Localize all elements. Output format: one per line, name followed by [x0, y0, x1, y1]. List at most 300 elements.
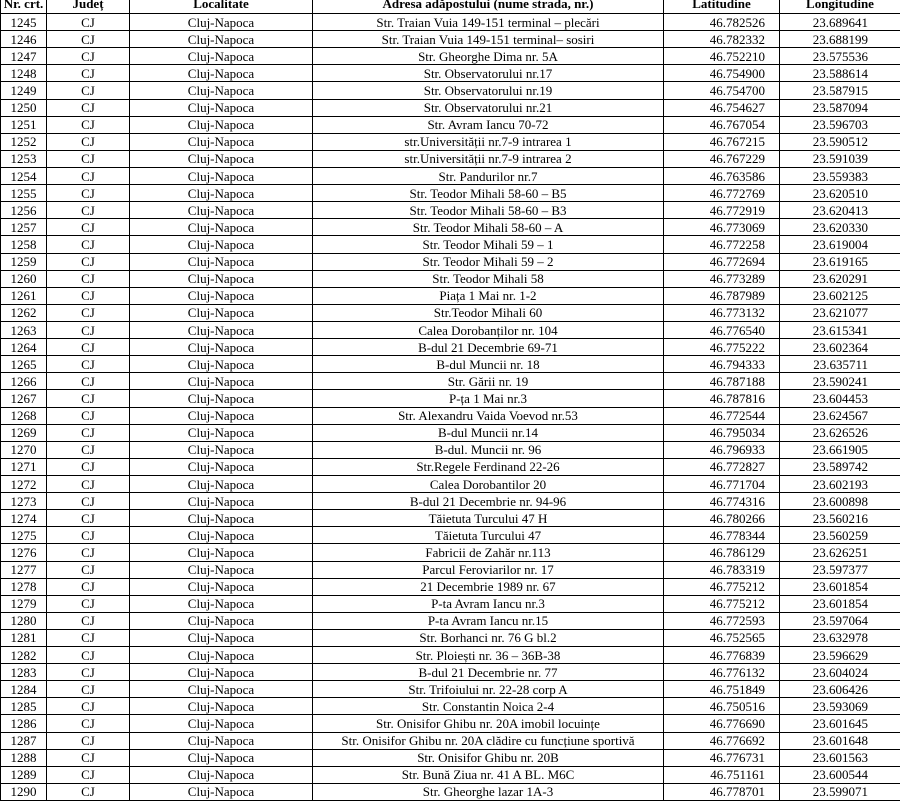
cell-nr: 1280 — [1, 612, 47, 629]
header-longitudine: Longitudine — [780, 0, 900, 14]
cell-latitudine: 46.786129 — [664, 544, 780, 561]
cell-latitudine: 46.754900 — [664, 65, 780, 82]
table-row — [1, 48, 900, 65]
table-row — [1, 629, 900, 646]
cell-judet: CJ — [47, 150, 130, 167]
cell-localitate: Cluj-Napoca — [130, 783, 313, 800]
cell-adresa: Str. Teodor Mihali 58-60 – A — [313, 219, 664, 236]
cell-longitudine: 23.560259 — [780, 527, 900, 544]
table-body — [1, 14, 900, 801]
cell-latitudine: 46.796933 — [664, 441, 780, 458]
cell-adresa: Parcul Feroviarilor nr. 17 — [313, 561, 664, 578]
cell-localitate: Cluj-Napoca — [130, 304, 313, 321]
cell-latitudine: 46.780266 — [664, 510, 780, 527]
cell-latitudine: 46.775222 — [664, 339, 780, 356]
cell-latitudine: 46.773132 — [664, 304, 780, 321]
cell-longitudine: 23.689641 — [780, 14, 900, 31]
cell-latitudine: 46.751161 — [664, 766, 780, 783]
table-row — [1, 493, 900, 510]
header-localitate: Localitate — [130, 0, 313, 14]
cell-latitudine: 46.754700 — [664, 82, 780, 99]
cell-adresa: Calea Dorobantilor 20 — [313, 475, 664, 492]
cell-localitate: Cluj-Napoca — [130, 527, 313, 544]
table-row — [1, 304, 900, 321]
cell-longitudine: 23.661905 — [780, 441, 900, 458]
table-row — [1, 407, 900, 424]
cell-judet: CJ — [47, 527, 130, 544]
cell-latitudine: 46.776540 — [664, 321, 780, 338]
cell-judet: CJ — [47, 766, 130, 783]
cell-nr: 1246 — [1, 31, 47, 48]
cell-nr: 1259 — [1, 253, 47, 270]
cell-nr: 1260 — [1, 270, 47, 287]
table-row — [1, 167, 900, 184]
cell-latitudine: 46.767229 — [664, 150, 780, 167]
cell-nr: 1279 — [1, 595, 47, 612]
cell-localitate: Cluj-Napoca — [130, 595, 313, 612]
cell-latitudine: 46.772694 — [664, 253, 780, 270]
cell-latitudine: 46.794333 — [664, 356, 780, 373]
table-row — [1, 270, 900, 287]
cell-nr: 1247 — [1, 48, 47, 65]
cell-nr: 1272 — [1, 475, 47, 492]
table-row — [1, 749, 900, 766]
cell-nr: 1255 — [1, 185, 47, 202]
cell-longitudine: 23.619004 — [780, 236, 900, 253]
cell-localitate: Cluj-Napoca — [130, 167, 313, 184]
cell-longitudine: 23.601563 — [780, 749, 900, 766]
cell-nr: 1250 — [1, 99, 47, 116]
cell-adresa: Str. Bună Ziua nr. 41 A BL. M6C — [313, 766, 664, 783]
cell-adresa: Str. Onisifor Ghibu nr. 20A imobil locuințe — [313, 715, 664, 732]
cell-latitudine: 46.772769 — [664, 185, 780, 202]
header-latitudine: Latitudine — [664, 0, 780, 14]
cell-judet: CJ — [47, 339, 130, 356]
cell-localitate: Cluj-Napoca — [130, 715, 313, 732]
cell-latitudine: 46.772258 — [664, 236, 780, 253]
cell-adresa: Str. Trifoiului nr. 22-28 corp A — [313, 681, 664, 698]
header-row — [1, 0, 900, 14]
cell-longitudine: 23.602125 — [780, 287, 900, 304]
cell-localitate: Cluj-Napoca — [130, 14, 313, 31]
table-row — [1, 458, 900, 475]
cell-latitudine: 46.773289 — [664, 270, 780, 287]
cell-longitudine: 23.624567 — [780, 407, 900, 424]
table-row — [1, 578, 900, 595]
cell-localitate: Cluj-Napoca — [130, 732, 313, 749]
cell-nr: 1284 — [1, 681, 47, 698]
cell-longitudine: 23.591039 — [780, 150, 900, 167]
cell-latitudine: 46.772593 — [664, 612, 780, 629]
cell-latitudine: 46.778344 — [664, 527, 780, 544]
cell-latitudine: 46.772544 — [664, 407, 780, 424]
table-row — [1, 356, 900, 373]
cell-nr: 1282 — [1, 647, 47, 664]
cell-latitudine: 46.787989 — [664, 287, 780, 304]
cell-localitate: Cluj-Napoca — [130, 185, 313, 202]
table-row — [1, 424, 900, 441]
cell-nr: 1290 — [1, 783, 47, 800]
cell-judet: CJ — [47, 14, 130, 31]
cell-latitudine: 46.782332 — [664, 31, 780, 48]
cell-localitate: Cluj-Napoca — [130, 99, 313, 116]
cell-nr: 1265 — [1, 356, 47, 373]
cell-latitudine: 46.752210 — [664, 48, 780, 65]
cell-longitudine: 23.597064 — [780, 612, 900, 629]
cell-longitudine: 23.593069 — [780, 698, 900, 715]
cell-longitudine: 23.599071 — [780, 783, 900, 800]
cell-nr: 1276 — [1, 544, 47, 561]
cell-adresa: Str. Ploiești nr. 36 – 36B-38 — [313, 647, 664, 664]
cell-judet: CJ — [47, 82, 130, 99]
table-row — [1, 185, 900, 202]
table-row — [1, 202, 900, 219]
header-adresa: Adresa adăpostului (nume strada, nr.) — [313, 0, 664, 14]
cell-adresa: Str. Traian Vuia 149-151 terminal– sosiri — [313, 31, 664, 48]
cell-judet: CJ — [47, 458, 130, 475]
cell-judet: CJ — [47, 202, 130, 219]
cell-latitudine: 46.750516 — [664, 698, 780, 715]
cell-adresa: B-dul 21 Decembrie nr. 94-96 — [313, 493, 664, 510]
cell-nr: 1278 — [1, 578, 47, 595]
cell-longitudine: 23.600544 — [780, 766, 900, 783]
cell-judet: CJ — [47, 612, 130, 629]
cell-localitate: Cluj-Napoca — [130, 493, 313, 510]
cell-latitudine: 46.776731 — [664, 749, 780, 766]
cell-nr: 1262 — [1, 304, 47, 321]
cell-localitate: Cluj-Napoca — [130, 424, 313, 441]
cell-longitudine: 23.588614 — [780, 65, 900, 82]
cell-judet: CJ — [47, 783, 130, 800]
cell-longitudine: 23.688199 — [780, 31, 900, 48]
cell-latitudine: 46.776692 — [664, 732, 780, 749]
cell-longitudine: 23.626251 — [780, 544, 900, 561]
cell-localitate: Cluj-Napoca — [130, 510, 313, 527]
cell-longitudine: 23.590512 — [780, 133, 900, 150]
cell-judet: CJ — [47, 219, 130, 236]
cell-nr: 1281 — [1, 629, 47, 646]
cell-longitudine: 23.600898 — [780, 493, 900, 510]
cell-nr: 1289 — [1, 766, 47, 783]
table-row — [1, 236, 900, 253]
table-row — [1, 441, 900, 458]
cell-adresa: P-ta Avram Iancu nr.3 — [313, 595, 664, 612]
cell-adresa: B-dul Muncii nr. 18 — [313, 356, 664, 373]
cell-nr: 1263 — [1, 321, 47, 338]
cell-judet: CJ — [47, 31, 130, 48]
cell-longitudine: 23.604024 — [780, 664, 900, 681]
cell-latitudine: 46.771704 — [664, 475, 780, 492]
cell-localitate: Cluj-Napoca — [130, 150, 313, 167]
table-row — [1, 99, 900, 116]
cell-latitudine: 46.783319 — [664, 561, 780, 578]
cell-judet: CJ — [47, 647, 130, 664]
cell-nr: 1271 — [1, 458, 47, 475]
cell-adresa: Str. Observatorului nr.19 — [313, 82, 664, 99]
cell-adresa: str.Universității nr.7-9 intrarea 2 — [313, 150, 664, 167]
cell-longitudine: 23.560216 — [780, 510, 900, 527]
cell-localitate: Cluj-Napoca — [130, 133, 313, 150]
cell-nr: 1273 — [1, 493, 47, 510]
cell-localitate: Cluj-Napoca — [130, 270, 313, 287]
cell-localitate: Cluj-Napoca — [130, 578, 313, 595]
cell-adresa: P-ta Avram Iancu nr.15 — [313, 612, 664, 629]
cell-nr: 1269 — [1, 424, 47, 441]
table-row — [1, 475, 900, 492]
cell-adresa: Str. Pandurilor nr.7 — [313, 167, 664, 184]
cell-judet: CJ — [47, 390, 130, 407]
cell-longitudine: 23.606426 — [780, 681, 900, 698]
cell-judet: CJ — [47, 578, 130, 595]
cell-longitudine: 23.620330 — [780, 219, 900, 236]
cell-adresa: Str. Observatorului nr.17 — [313, 65, 664, 82]
cell-localitate: Cluj-Napoca — [130, 48, 313, 65]
cell-adresa: Str.Teodor Mihali 60 — [313, 304, 664, 321]
cell-nr: 1270 — [1, 441, 47, 458]
cell-localitate: Cluj-Napoca — [130, 82, 313, 99]
cell-longitudine: 23.589742 — [780, 458, 900, 475]
cell-longitudine: 23.590241 — [780, 373, 900, 390]
cell-nr: 1277 — [1, 561, 47, 578]
cell-latitudine: 46.763586 — [664, 167, 780, 184]
cell-nr: 1252 — [1, 133, 47, 150]
cell-localitate: Cluj-Napoca — [130, 475, 313, 492]
cell-nr: 1258 — [1, 236, 47, 253]
cell-localitate: Cluj-Napoca — [130, 698, 313, 715]
cell-adresa: B-dul Muncii nr.14 — [313, 424, 664, 441]
header-nr: Nr. crt. — [1, 0, 47, 14]
cell-adresa: Str. Teodor Mihali 59 – 1 — [313, 236, 664, 253]
cell-localitate: Cluj-Napoca — [130, 629, 313, 646]
cell-adresa: Str. Teodor Mihali 58-60 – B5 — [313, 185, 664, 202]
cell-adresa: Tăietuta Turcului 47 — [313, 527, 664, 544]
cell-adresa: B-dul 21 Decembrie 69-71 — [313, 339, 664, 356]
table-row — [1, 561, 900, 578]
cell-judet: CJ — [47, 561, 130, 578]
cell-longitudine: 23.575536 — [780, 48, 900, 65]
cell-adresa: Str. Gării nr. 19 — [313, 373, 664, 390]
cell-localitate: Cluj-Napoca — [130, 441, 313, 458]
cell-adresa: Str. Alexandru Vaida Voevod nr.53 — [313, 407, 664, 424]
table-row — [1, 698, 900, 715]
cell-localitate: Cluj-Napoca — [130, 458, 313, 475]
cell-longitudine: 23.587915 — [780, 82, 900, 99]
cell-localitate: Cluj-Napoca — [130, 749, 313, 766]
cell-nr: 1287 — [1, 732, 47, 749]
cell-judet: CJ — [47, 664, 130, 681]
cell-nr: 1268 — [1, 407, 47, 424]
cell-localitate: Cluj-Napoca — [130, 31, 313, 48]
cell-longitudine: 23.604453 — [780, 390, 900, 407]
cell-localitate: Cluj-Napoca — [130, 390, 313, 407]
cell-judet: CJ — [47, 407, 130, 424]
cell-latitudine: 46.776690 — [664, 715, 780, 732]
cell-adresa: Str. Gheorghe Dima nr. 5A — [313, 48, 664, 65]
cell-localitate: Cluj-Napoca — [130, 664, 313, 681]
cell-nr: 1256 — [1, 202, 47, 219]
cell-latitudine: 46.787188 — [664, 373, 780, 390]
table-row — [1, 339, 900, 356]
cell-longitudine: 23.601854 — [780, 578, 900, 595]
table-row — [1, 544, 900, 561]
cell-nr: 1288 — [1, 749, 47, 766]
cell-nr: 1251 — [1, 116, 47, 133]
table-row — [1, 150, 900, 167]
cell-adresa: str.Universității nr.7-9 intrarea 1 — [313, 133, 664, 150]
cell-localitate: Cluj-Napoca — [130, 287, 313, 304]
cell-nr: 1266 — [1, 373, 47, 390]
cell-adresa: Str. Constantin Noica 2-4 — [313, 698, 664, 715]
cell-localitate: Cluj-Napoca — [130, 612, 313, 629]
cell-localitate: Cluj-Napoca — [130, 202, 313, 219]
cell-nr: 1261 — [1, 287, 47, 304]
cell-localitate: Cluj-Napoca — [130, 373, 313, 390]
table-row — [1, 390, 900, 407]
cell-latitudine: 46.775212 — [664, 578, 780, 595]
table-row — [1, 133, 900, 150]
cell-judet: CJ — [47, 373, 130, 390]
cell-adresa: B-dul 21 Decembrie nr. 77 — [313, 664, 664, 681]
cell-longitudine: 23.621077 — [780, 304, 900, 321]
cell-judet: CJ — [47, 681, 130, 698]
cell-nr: 1248 — [1, 65, 47, 82]
table-row — [1, 321, 900, 338]
cell-judet: CJ — [47, 304, 130, 321]
table-row — [1, 766, 900, 783]
cell-longitudine: 23.632978 — [780, 629, 900, 646]
table-row — [1, 82, 900, 99]
cell-longitudine: 23.587094 — [780, 99, 900, 116]
cell-nr: 1286 — [1, 715, 47, 732]
cell-adresa: Str. Teodor Mihali 59 – 2 — [313, 253, 664, 270]
cell-judet: CJ — [47, 629, 130, 646]
cell-localitate: Cluj-Napoca — [130, 321, 313, 338]
cell-longitudine: 23.596703 — [780, 116, 900, 133]
cell-longitudine: 23.601854 — [780, 595, 900, 612]
cell-localitate: Cluj-Napoca — [130, 339, 313, 356]
cell-localitate: Cluj-Napoca — [130, 219, 313, 236]
cell-latitudine: 46.767215 — [664, 133, 780, 150]
table-row — [1, 510, 900, 527]
cell-nr: 1274 — [1, 510, 47, 527]
table-row — [1, 219, 900, 236]
table-row — [1, 14, 900, 31]
cell-longitudine: 23.602193 — [780, 475, 900, 492]
table-row — [1, 65, 900, 82]
cell-nr: 1285 — [1, 698, 47, 715]
cell-latitudine: 46.772827 — [664, 458, 780, 475]
cell-judet: CJ — [47, 253, 130, 270]
cell-adresa: Str. Teodor Mihali 58-60 – B3 — [313, 202, 664, 219]
cell-judet: CJ — [47, 715, 130, 732]
cell-judet: CJ — [47, 287, 130, 304]
cell-longitudine: 23.602364 — [780, 339, 900, 356]
table-row — [1, 715, 900, 732]
table-row — [1, 732, 900, 749]
cell-longitudine: 23.626526 — [780, 424, 900, 441]
cell-judet: CJ — [47, 698, 130, 715]
cell-judet: CJ — [47, 167, 130, 184]
cell-judet: CJ — [47, 99, 130, 116]
cell-longitudine: 23.596629 — [780, 647, 900, 664]
cell-latitudine: 46.767054 — [664, 116, 780, 133]
cell-nr: 1253 — [1, 150, 47, 167]
cell-localitate: Cluj-Napoca — [130, 356, 313, 373]
cell-localitate: Cluj-Napoca — [130, 681, 313, 698]
cell-latitudine: 46.787816 — [664, 390, 780, 407]
cell-adresa: Str.Regele Ferdinand 22-26 — [313, 458, 664, 475]
cell-nr: 1267 — [1, 390, 47, 407]
cell-judet: CJ — [47, 732, 130, 749]
cell-judet: CJ — [47, 65, 130, 82]
cell-longitudine: 23.601648 — [780, 732, 900, 749]
cell-nr: 1283 — [1, 664, 47, 681]
table-row — [1, 647, 900, 664]
cell-adresa: Piața 1 Mai nr. 1-2 — [313, 287, 664, 304]
cell-localitate: Cluj-Napoca — [130, 766, 313, 783]
cell-longitudine: 23.635711 — [780, 356, 900, 373]
header-judet: Județ — [47, 0, 130, 14]
cell-adresa: Str. Gheorghe lazar 1A-3 — [313, 783, 664, 800]
cell-judet: CJ — [47, 510, 130, 527]
cell-judet: CJ — [47, 493, 130, 510]
cell-judet: CJ — [47, 116, 130, 133]
table-row — [1, 373, 900, 390]
cell-adresa: Calea Dorobanților nr. 104 — [313, 321, 664, 338]
cell-judet: CJ — [47, 236, 130, 253]
cell-localitate: Cluj-Napoca — [130, 561, 313, 578]
cell-longitudine: 23.615341 — [780, 321, 900, 338]
cell-adresa: Tăietuta Turcului 47 H — [313, 510, 664, 527]
cell-judet: CJ — [47, 424, 130, 441]
cell-latitudine: 46.775212 — [664, 595, 780, 612]
cell-adresa: Str. Teodor Mihali 58 — [313, 270, 664, 287]
cell-judet: CJ — [47, 133, 130, 150]
cell-adresa: Fabricii de Zahăr nr.113 — [313, 544, 664, 561]
table-row — [1, 253, 900, 270]
cell-latitudine: 46.773069 — [664, 219, 780, 236]
cell-longitudine: 23.620510 — [780, 185, 900, 202]
cell-adresa: Str. Traian Vuia 149-151 terminal – plecări — [313, 14, 664, 31]
cell-adresa: B-dul. Muncii nr. 96 — [313, 441, 664, 458]
table-row — [1, 287, 900, 304]
table-row — [1, 664, 900, 681]
cell-adresa: Str. Observatorului nr.21 — [313, 99, 664, 116]
table-row — [1, 595, 900, 612]
cell-adresa: 21 Decembrie 1989 nr. 67 — [313, 578, 664, 595]
cell-judet: CJ — [47, 475, 130, 492]
cell-judet: CJ — [47, 185, 130, 202]
cell-latitudine: 46.751849 — [664, 681, 780, 698]
cell-longitudine: 23.601645 — [780, 715, 900, 732]
cell-longitudine: 23.620291 — [780, 270, 900, 287]
table-row — [1, 681, 900, 698]
cell-judet: CJ — [47, 749, 130, 766]
cell-localitate: Cluj-Napoca — [130, 647, 313, 664]
cell-adresa: Str. Avram Iancu 70-72 — [313, 116, 664, 133]
cell-nr: 1245 — [1, 14, 47, 31]
cell-judet: CJ — [47, 48, 130, 65]
cell-localitate: Cluj-Napoca — [130, 236, 313, 253]
cell-latitudine: 46.754627 — [664, 99, 780, 116]
cell-judet: CJ — [47, 321, 130, 338]
table-row — [1, 31, 900, 48]
cell-longitudine: 23.619165 — [780, 253, 900, 270]
cell-adresa: P-ța 1 Mai nr.3 — [313, 390, 664, 407]
cell-latitudine: 46.776839 — [664, 647, 780, 664]
cell-nr: 1249 — [1, 82, 47, 99]
table-row — [1, 783, 900, 800]
